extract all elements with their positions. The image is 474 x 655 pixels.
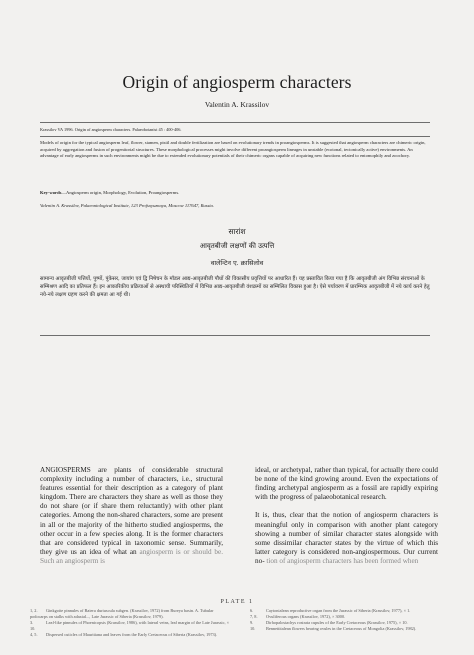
body-column-right xyxy=(255,466,438,566)
plate-caption-number: 4, 5. xyxy=(30,632,38,638)
plate-caption-number: 9. xyxy=(250,620,254,626)
plate-caption-item xyxy=(250,626,450,632)
article-author: Valentin A. Krassilov xyxy=(204,100,270,109)
hindi-summary-heading: सारांश xyxy=(228,227,246,236)
plate-caption-text: Leaf-like pinnules of Phoenicopsis (Krassilov, 1986), with lateral veins, leaf margin of the Late Jurassic, × 10. xyxy=(30,620,230,632)
plate-caption-number: 7, 8. xyxy=(250,614,258,620)
keywords-line xyxy=(40,190,428,197)
plate-label: PLATE 1 xyxy=(220,599,254,605)
hindi-author: वालेन्टिन ए. क्रासिलोव xyxy=(210,259,264,267)
plate-caption-text: Caytonialean reproductive organ from the Jurassic of Siberia (Krassilov, 1977), × 1. xyxy=(266,608,411,613)
plate-caption-item xyxy=(30,608,230,620)
plate-caption-number: 1, 2. xyxy=(30,608,38,613)
citation-line: Krassilov VA 1996. Origin of angiosperm characters. Palaeobotanist 45 : 400-406. xyxy=(40,127,182,132)
column-left-text: ANGIOSPERMS are plants of considerable structural complexity including a number of characters, i.e., structural features essential for their description as a category of plant kingdom. There are characters they share as well as those they do not share (or if share them reluctantly) with other plant categories. Among the non-shared characters, some are present in all or the majority of the hitherto studied angiosperms, the other occur in a few species along. It is the former characters that are considered typical in taxonomic sense. Summarily, they give us an idea of what an xyxy=(40,466,223,556)
keywords-text: —Angiosperm origin, Morphology, Evolution, Proangiosperms. xyxy=(61,190,180,195)
keywords-label: Key-words xyxy=(40,190,62,195)
plate-caption-text: Ovuliferous organs (Krassilov, 1972), × 3000. xyxy=(266,614,346,620)
section-divider xyxy=(40,335,430,336)
abstract-text: Models of origin for the typical angiosperm leaf, flower, stamen, pistil and double fertilization are based on evolutionary trends in proangiosperms. It is suggested that angiosperm characters are chimeric origin, acquired by aggregation and fusion of progenitorial structures. These morphological processes might involve different proangiosperm lineages in unstable (ecotonal, tectonically active) environments. An advantage of early angiosperms in such environments might be due to extended evolutionary potentials of their chimeric organs capable of acquiring new functions related to entomophily and zoochory. xyxy=(40,140,426,159)
hindi-title: आवृतबीजी लक्षणों की उत्पत्ति xyxy=(199,242,275,250)
affiliation-line: Valentin A. Krassilov, Palaeontological Institute, 123 Profsoyuznaya, Moscow 117647, Russia. xyxy=(40,203,214,208)
header-divider-citation xyxy=(40,136,430,137)
plate-caption-text: Ginkgoite pinnules of Baiera duriuscula subgen. (Krassilov, 1972) from Bureya basin. A. Tubular podocarps on stalks with adaxial..., Late Jurassic of Siberia (Krassilov, 1979). xyxy=(30,608,214,620)
plate-caption-text: Dirhopalostachys rostrata cupules of the Early Cretaceous (Krassilov, 1975), × 10. xyxy=(266,620,408,626)
plate-caption-text: Dispersed cuticles of Mauritiana and leaves from the Early Cretaceous of Siberia (Krassilov, 1973). xyxy=(46,632,218,638)
article-title: Origin of angiosperm characters xyxy=(122,72,352,92)
plate-captions-right xyxy=(250,608,450,632)
column-right-faded-line: tion of angiosperm characters has been formed when xyxy=(266,556,419,565)
plate-caption-text: Bennettitalean flowers bearing ovules in the Cretaceous of Mongolia (Krassilov, 1982). xyxy=(266,626,417,632)
column-right-text: ideal, or archetypal, rather than typical, for actually there could be none of the kind growing around. Even the expectations of finding archetypal angiosperm as a fossil are rapidly expiring with the progress of palaeobotanical research. It is, thus, clear that the notion of angiosperm characters is meaningful only in comparison with another plant category showing a number of similar character states alongside with some dissimilar character states by the virtue of which this latter category is considered non-angiospermous. Our current no- xyxy=(255,466,438,565)
plate-caption-item xyxy=(30,620,230,632)
plate-captions-left xyxy=(30,608,230,638)
plate-caption-number: 6. xyxy=(250,608,254,613)
plate-caption-number: 3. xyxy=(30,620,34,626)
body-column-left xyxy=(40,466,223,566)
hindi-abstract: सामान्य आवृतबीजी पत्तियों, पुष्पों, पुंकेसर, जायांग एवं द्वि निषेचन के मॉडल आद्य-आवृतबीजी पौधों की विकासीय प्रवृत्तियों पर आधारित हैं। यह प्रस्तावित किया गया है कि आवृतबीजी अंग विभिन्न संरचनाओं के सम्मिश्रण आदि का प्रतिफल हैं। इन आकारिकीय प्रक्रियाओं से अस्थायी परिस्थितियों में विभिन्न आद्य-आवृतबीजी वंशक्रमों का सम्मिलित विकास हुआ है। ऐसे पर्यावरण में प्रारम्भिक आवृतबीजी में नये कार्य करने हेतु नये-नये लक्षण ग्रहण करने की क्षमता आ गई थी। xyxy=(40,276,430,298)
plate-caption-number: 10. xyxy=(250,626,256,632)
plate-caption-item xyxy=(30,632,230,638)
header-divider-top xyxy=(40,122,430,123)
column-left-faded-line: angiosperm is or should be. Such an angiosperm is xyxy=(40,547,223,565)
